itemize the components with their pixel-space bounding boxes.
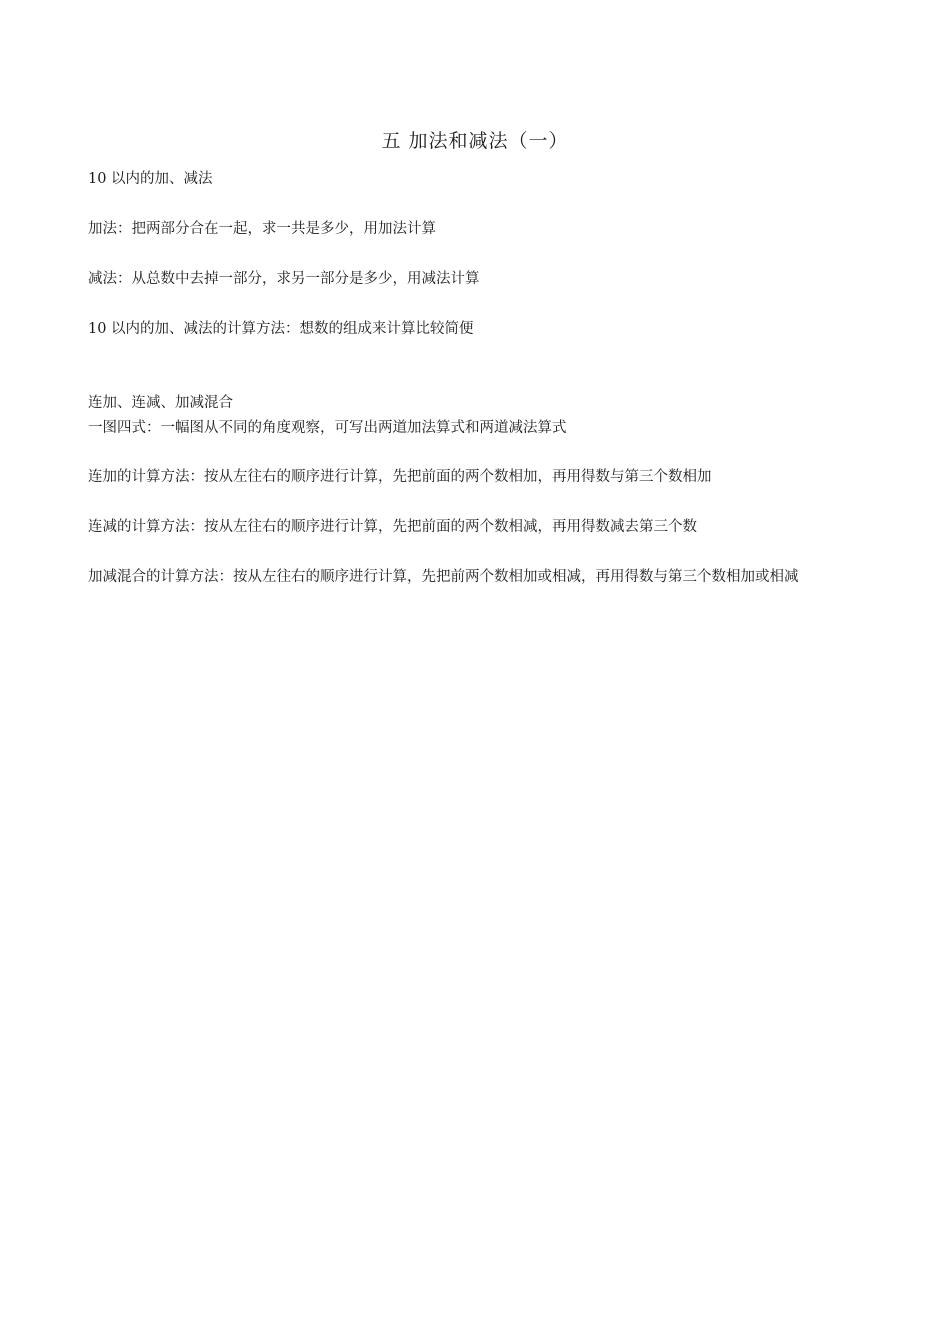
calculation-method-within-10: 10 以内的加、减法的计算方法：想数的组成来计算比较简便 [88,321,474,337]
section-heading-continuous: 连加、连减、加减混合 [88,395,233,411]
one-picture-four-equations: 一图四式：一幅图从不同的角度观察，可写出两道加法算式和两道减法算式 [88,420,567,436]
continuous-addition-method: 连加的计算方法：按从左往右的顺序进行计算，先把前面的两个数相加，再用得数与第三个数相加 [88,469,712,485]
section-heading-within-10: 10 以内的加、减法 [88,171,213,187]
mixed-operation-method: 加减混合的计算方法：按从左往右的顺序进行计算，先把前两个数相加或相减，再用得数与第三个数相加或相减 [88,569,799,585]
continuous-subtraction-method: 连减的计算方法：按从左往右的顺序进行计算，先把前面的两个数相减，再用得数减去第三个数 [88,519,697,535]
page-title: 五 加法和减法（一） [381,130,569,152]
subtraction-definition: 减法：从总数中去掉一部分，求另一部分是多少，用减法计算 [88,271,480,287]
addition-definition: 加法：把两部分合在一起，求一共是多少，用加法计算 [88,221,436,237]
